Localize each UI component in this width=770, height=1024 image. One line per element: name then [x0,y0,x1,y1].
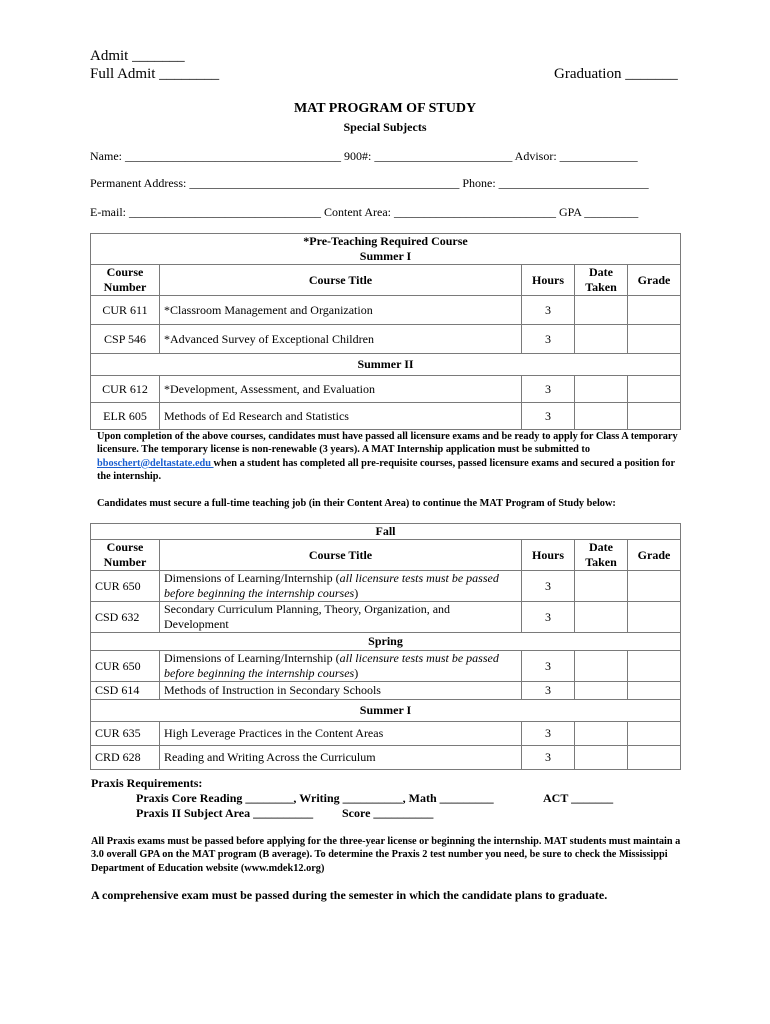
course-hours: 3 [522,602,575,633]
table-row [91,682,681,700]
course-title: Dimensions of Learning/Internship (all licensure tests must be passed before beginning the internship courses) [160,651,522,682]
course-hours: 3 [522,651,575,682]
graduation-line: Graduation _______ [554,66,678,82]
date-taken-cell[interactable] [575,651,628,682]
date-taken-cell[interactable] [575,746,628,770]
course-title: *Advanced Survey of Exceptional Children [160,325,522,354]
email-link[interactable]: bboschert@deltastate.edu [97,457,214,469]
summer-1-label: Summer I [91,700,681,722]
grade-cell[interactable] [628,325,681,354]
full-admit-line: Full Admit ________ [90,66,220,82]
table-row [91,722,681,746]
praxis-core-line: Praxis Core Reading ________, Writing __________, Math _________ [136,791,494,805]
course-hours: 3 [522,403,575,430]
admit-line: Admit _______ [90,48,185,64]
course-number: CUR 635 [91,722,160,746]
name-line: Name: ____________________________________ 900#: _______________________ Advisor: _____________ [90,149,638,163]
date-taken-cell[interactable] [575,325,628,354]
course-hours: 3 [522,746,575,770]
course-hours: 3 [522,682,575,700]
pre-teaching-table [90,233,681,430]
course-hours: 3 [522,376,575,403]
course-hours: 3 [522,325,575,354]
course-title: *Classroom Management and Organization [160,296,522,325]
notice-text: Upon completion of the above courses, candidates must have passed all licensure exams and be ready to apply for Class A temporary licensure. The temporary license is non-renewable (3 years). A MAT Internship application must be submitted to [97,431,678,456]
notice-text-end: when a student has completed all pre-requisite courses, passed licensure exams and secured a position for the internship. [97,457,675,482]
col-course-number: Course Number [91,540,160,571]
continue-note: Candidates must secure a full-time teaching job (in their Content Area) to continue the MAT Program of Study below: [97,498,616,509]
pre-teaching-heading: *Pre-Teaching Required Course Summer I [91,234,681,265]
col-course-title: Course Title [160,540,522,571]
date-taken-cell[interactable] [575,296,628,325]
course-number: CUR 611 [91,296,160,325]
col-course-title: Course Title [160,265,522,296]
fall-label: Fall [91,524,681,540]
col-grade: Grade [628,540,681,571]
grade-cell[interactable] [628,682,681,700]
course-hours: 3 [522,722,575,746]
praxis-subject-line: Praxis II Subject Area __________ [136,806,314,820]
page-title: MAT PROGRAM OF STUDY [293,101,477,116]
date-taken-cell[interactable] [575,682,628,700]
course-number: CUR 612 [91,376,160,403]
col-grade: Grade [628,265,681,296]
course-title: *Development, Assessment, and Evaluation [160,376,522,403]
email-line: E-mail: ________________________________ Content Area: ___________________________ GPA _________ [90,205,639,219]
praxis-heading: Praxis Requirements: [91,776,203,790]
grade-cell[interactable] [628,651,681,682]
table-row [91,602,681,633]
course-number: CSP 546 [91,325,160,354]
course-title: Dimensions of Learning/Internship (all licensure tests must be passed before beginning the internship courses) [160,571,522,602]
course-title: Reading and Writing Across the Curriculum [160,746,522,770]
summer-1-label: Summer I [359,249,412,263]
col-hours: Hours [522,540,575,571]
course-title: Secondary Curriculum Planning, Theory, Organization, and Development [160,602,522,633]
course-number: ELR 605 [91,403,160,430]
address-line: Permanent Address: _____________________________________________ Phone: _________________________ [90,176,649,190]
course-title: Methods of Ed Research and Statistics [160,403,522,430]
licensure-notice [97,430,682,483]
date-taken-cell[interactable] [575,602,628,633]
grade-cell[interactable] [628,403,681,430]
comprehensive-note: A comprehensive exam must be passed during the semester in which the candidate plans to graduate. [91,888,608,902]
date-taken-cell[interactable] [575,403,628,430]
summer-2-label: Summer II [91,354,681,376]
grade-cell[interactable] [628,602,681,633]
col-date-taken: Date Taken [575,265,628,296]
grade-cell[interactable] [628,296,681,325]
course-hours: 3 [522,571,575,602]
course-title: Methods of Instruction in Secondary Schools [160,682,522,700]
page-subtitle: Special Subjects [343,120,427,134]
spring-label: Spring [91,633,681,651]
grade-cell[interactable] [628,571,681,602]
grade-cell[interactable] [628,722,681,746]
table-row [91,571,681,602]
course-number: CSD 614 [91,682,160,700]
table-row [91,403,681,430]
course-number: CUR 650 [91,651,160,682]
col-course-number: Course Number [91,265,160,296]
grade-cell[interactable] [628,746,681,770]
table-row [91,296,681,325]
course-number: CSD 632 [91,602,160,633]
grade-cell[interactable] [628,376,681,403]
date-taken-cell[interactable] [575,722,628,746]
date-taken-cell[interactable] [575,571,628,602]
col-date-taken: Date Taken [575,540,628,571]
exams-note: All Praxis exams must be passed before applying for the three-year license or beginning the internship. MAT students must maintain a 3.0 overall GPA on the MAT program (B average). To determine the Praxis 2 test number you need, be sure to check the Mississippi Department of Education website (www.mdek12.org) [91,836,681,874]
course-number: CUR 650 [91,571,160,602]
course-number: CRD 628 [91,746,160,770]
praxis-score-line: Score __________ [342,806,434,820]
act-line: ACT _______ [543,791,614,805]
course-title: High Leverage Practices in the Content Areas [160,722,522,746]
table-row [91,651,681,682]
col-hours: Hours [522,265,575,296]
table-row [91,376,681,403]
table-row [91,325,681,354]
table-row [91,746,681,770]
course-hours: 3 [522,296,575,325]
date-taken-cell[interactable] [575,376,628,403]
program-table [90,523,681,770]
